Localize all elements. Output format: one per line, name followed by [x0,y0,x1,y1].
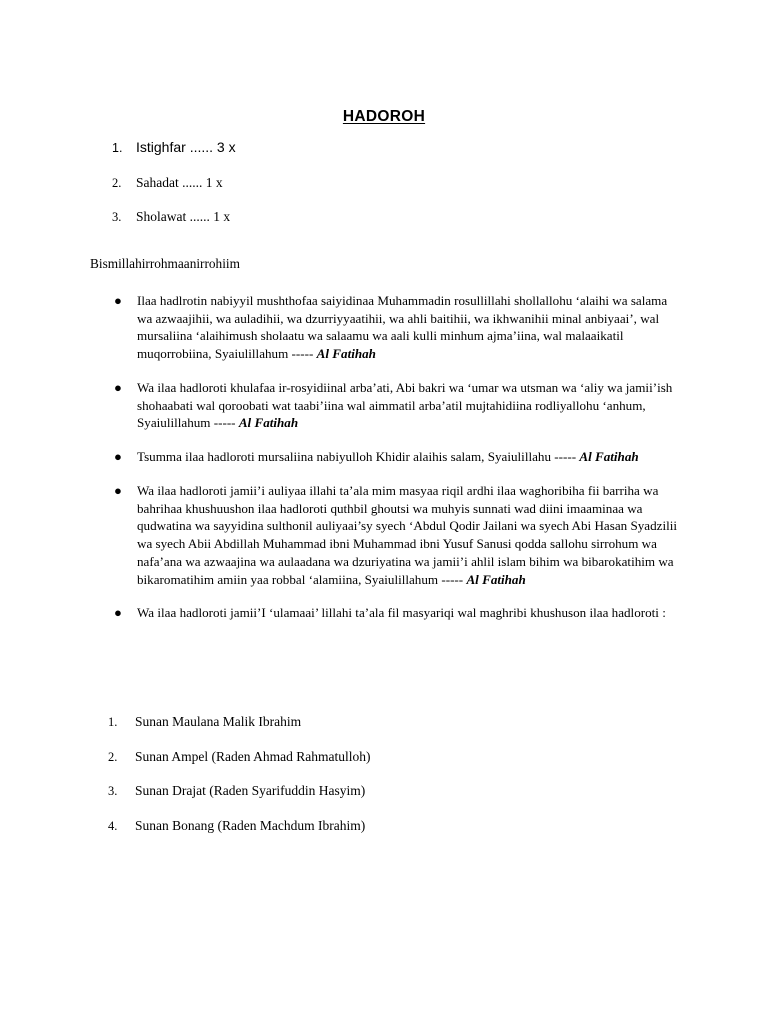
list-item-label: Sholawat ...... 1 x [136,208,231,224]
list-item-label: Sunan Ampel (Raden Ahmad Rahmatulloh) [135,748,371,764]
bullet-paragraph-text: Ilaa hadlrotin nabiyyil mushthofaa saiyidinaa Muhammadin rosullillahi shollallohu ‘alaihi wa salama wa azwaajihii, wa auladihii, wa dzurriyyaatihii, wa ahli baitihii, wa ikhwanihii minal anbiyaai’, wal mursaliina ‘alaihimush sholaatu wa salaamu wa aali kulli minhum ajma’iina, wal malaaikatil muqorrobiina, Syaiulillahum ----- [137,293,668,362]
list-item-label: Sahadat ...... 1 x [136,174,223,190]
bullet-paragraph-text: Wa ilaa hadloroti khulafaa ir-rosyidiinal arba’ati, Abi bakri wa ‘umar wa utsman wa ‘aliy wa jamii’ish shohaabati wal qoroobati wat taabi’iina wal aimmatil arba’atil mujtahidiina rodliyallohu ‘anhum, Syaiulillahum ----- [137,379,673,431]
list-item [112,379,680,432]
list-item-number: 3. [112,209,122,224]
list-item [112,175,532,190]
list-item-number: 1. [112,141,123,155]
list-item [112,482,680,588]
bullet-icon: ● [114,449,122,465]
list-item [112,604,680,622]
list-item [108,818,628,833]
list-item-label: Sunan Bonang (Raden Machdum Ibrahim) [135,817,366,833]
al-fatihah-label: Al Fatihah [466,571,526,587]
bullet-icon: ● [114,293,122,308]
list-item-label: Istighfar ...... 3 x [136,139,236,155]
list-item [112,292,680,363]
bullet-paragraph-text: Wa ilaa hadloroti jamii’I ‘ulamaai’ lillahi ta’ala fil masyariqi wal maghribi khushuson ilaa hadloroti : [137,605,666,621]
list-item-label: Sunan Drajat (Raden Syarifuddin Hasyim) [135,783,366,799]
opening-numbered-list [112,140,532,243]
hadroh-bullet-list [112,292,680,638]
sunan-numbered-list [108,714,628,852]
al-fatihah-label: Al Fatihah [238,415,299,431]
list-item [108,749,628,764]
bullet-icon: ● [114,379,122,395]
list-item [108,783,628,798]
list-item [112,209,532,224]
list-item-number: 1. [108,715,118,729]
list-item-label: Sunan Maulana Malik Ibrahim [135,714,302,729]
list-item-number: 3. [108,784,118,799]
page-title: HADOROH [342,108,426,125]
list-item-number: 2. [108,749,118,764]
al-fatihah-label: Al Fatihah [316,346,376,362]
bullet-icon: ● [114,482,122,498]
bullet-paragraph-text: Wa ilaa hadloroti jamii’i auliyaa illahi ta’ala mim masyaa riqil ardhi ilaa waghoribiha fii barriha wa bahrihaa khushuushon ilaa hadloroti quthbil ghoutsi wa muhyis sunnati wad diini imaaminaa wa qudwatina wa sayyidina sulthonil auliyaai’sy syech ‘Abdul Qodir Jailani wa syech Abi Hasan Syadzilii wa syech Abii Abdillah Muhammad ibni Muhammad ibni Yusuf Sanusi qodda sallohu sirrohum wa nafa’ana wa azwaajina wa aulaadana wa dzuriyatina wa jamii’i ahlil islam bihim wa bibarokatihim wa bikaromatihim amiin yaa robbal ‘alamiina, Syaiulillahum ----- [137,482,678,587]
list-item [112,140,532,156]
list-item-number: 2. [112,175,122,190]
bullet-paragraph-text: Tsumma ilaa hadloroti mursaliina nabiyulloh Khidir alaihis salam, Syaiulillahu ----- [137,449,580,465]
list-item [112,448,680,466]
bullet-icon: ● [114,605,122,621]
list-item [108,714,628,729]
al-fatihah-label: Al Fatihah [579,449,639,465]
list-item-number: 4. [108,818,118,833]
basmalah-line: Bismillahirrohmaanirrohiim [90,256,240,271]
